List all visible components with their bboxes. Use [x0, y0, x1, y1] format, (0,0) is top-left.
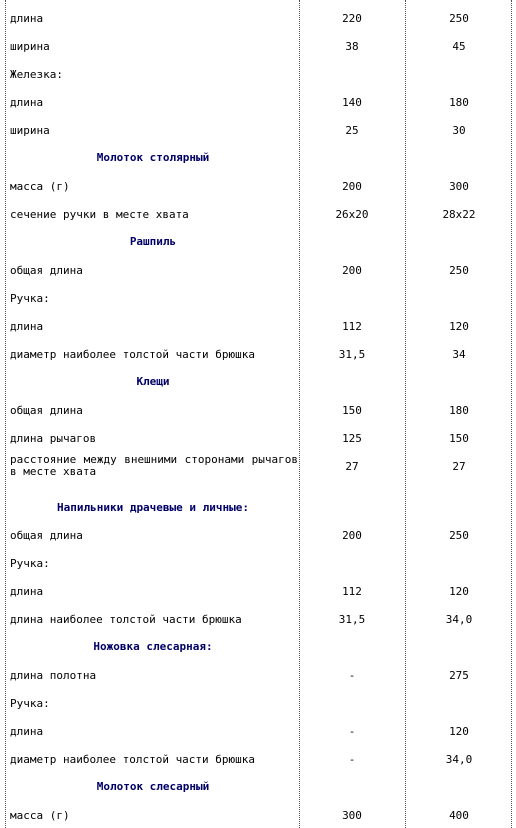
- value-col-1: 25: [345, 124, 359, 137]
- value-col-2: 120: [449, 725, 469, 738]
- value-col-1: 150: [342, 404, 362, 417]
- value-col-2: 275: [449, 669, 469, 682]
- section-heading: Ножовка слесарная:: [93, 640, 213, 653]
- value-col-2: 300: [449, 180, 469, 193]
- value-col-2: 250: [449, 12, 469, 25]
- row-label: диаметр наиболее толстой части брюшка: [10, 753, 256, 766]
- row-label: общая длина: [10, 264, 83, 277]
- row-label: масса (г): [10, 180, 70, 193]
- row-label: длина: [10, 96, 44, 109]
- value-col-1: 27: [345, 460, 359, 473]
- value-col-1: 112: [342, 320, 362, 333]
- value-col-2: 120: [449, 320, 469, 333]
- row-label: ширина: [10, 40, 50, 53]
- value-col-1: -: [348, 725, 356, 738]
- value-col-1: 140: [342, 96, 362, 109]
- section-heading: Молоток слесарный: [96, 780, 210, 793]
- value-col-1: 31,5: [338, 348, 366, 361]
- row-label: длина рычагов: [10, 432, 97, 445]
- row-label: длина: [10, 320, 44, 333]
- value-col-1: -: [348, 753, 356, 766]
- section-heading: Клещи: [136, 375, 170, 388]
- row-label: ширина: [10, 124, 50, 137]
- value-col-2: 34,0: [445, 613, 473, 626]
- row-label: расстояние между внешними сторонами рычагов в месте хвата: [10, 453, 298, 478]
- row-label: диаметр наиболее толстой части брюшка: [10, 348, 256, 361]
- value-col-1: 200: [342, 529, 362, 542]
- value-col-1: 200: [342, 180, 362, 193]
- row-label: длина наиболее толстой части брюшка: [10, 613, 242, 626]
- value-col-2: 120: [449, 585, 469, 598]
- row-label: Ручка:: [10, 292, 50, 305]
- value-col-1: 220: [342, 12, 362, 25]
- row-label: Железка:: [10, 68, 63, 81]
- row-label: длина: [10, 585, 44, 598]
- value-col-1: 125: [342, 432, 362, 445]
- value-col-2: 34,0: [445, 753, 473, 766]
- row-label: Ручка:: [10, 697, 50, 710]
- value-col-2: 45: [452, 40, 466, 53]
- value-col-2: 400: [449, 809, 469, 822]
- section-heading: Напильники драчевые и личные:: [56, 501, 250, 514]
- section-heading: Молоток столярный: [96, 151, 210, 164]
- value-col-2: 180: [449, 96, 469, 109]
- row-label: масса (г): [10, 809, 70, 822]
- value-col-1: 300: [342, 809, 362, 822]
- value-col-1: 200: [342, 264, 362, 277]
- value-col-2: 27: [452, 460, 466, 473]
- row-label: общая длина: [10, 529, 83, 542]
- value-col-1: 26x20: [335, 208, 369, 221]
- value-col-2: 250: [449, 529, 469, 542]
- value-col-2: 28x22: [442, 208, 476, 221]
- value-col-1: 31,5: [338, 613, 366, 626]
- value-col-2: 150: [449, 432, 469, 445]
- row-label: Ручка:: [10, 557, 50, 570]
- row-label: длина полотна: [10, 669, 97, 682]
- row-label: общая длина: [10, 404, 83, 417]
- row-label: сечение ручки в месте хвата: [10, 208, 189, 221]
- value-col-1: -: [348, 669, 356, 682]
- row-label: длина: [10, 12, 44, 25]
- value-col-2: 180: [449, 404, 469, 417]
- value-col-2: 34: [452, 348, 466, 361]
- column-border-left: [5, 0, 6, 828]
- value-col-1: 38: [345, 40, 359, 53]
- value-col-2: 30: [452, 124, 466, 137]
- value-col-2: 250: [449, 264, 469, 277]
- value-col-1: 112: [342, 585, 362, 598]
- section-heading: Рашпиль: [129, 235, 177, 248]
- row-label: длина: [10, 725, 44, 738]
